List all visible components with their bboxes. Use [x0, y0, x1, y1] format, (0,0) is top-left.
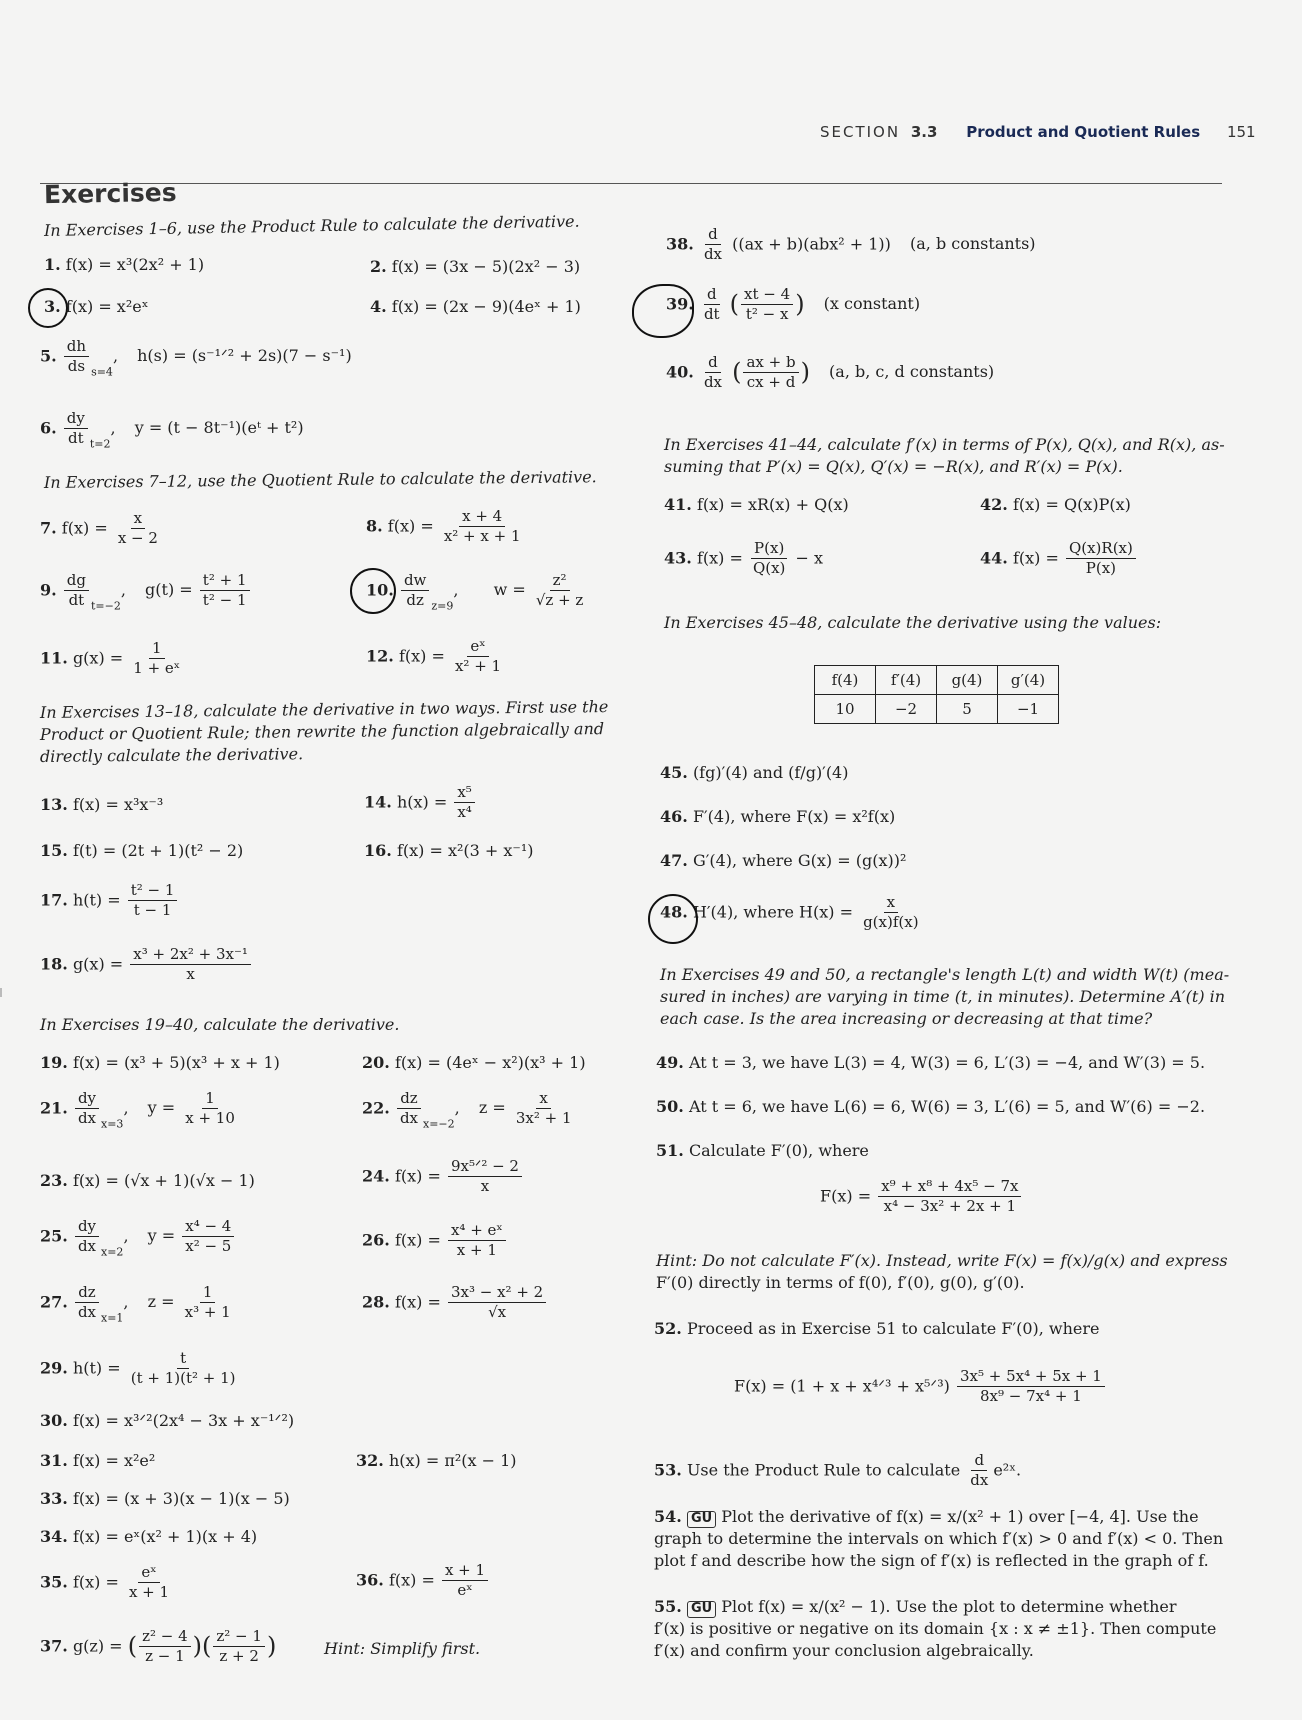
exercise-34: 34. f(x) = eˣ(x² + 1)(x + 4) — [40, 1527, 258, 1546]
table-header-cell: f(4) — [815, 666, 876, 695]
exercise-21: 21. $\frac{dy}{dx}$ $_{x=3}$, y = $\frac{1}{x + 10}$ — [40, 1089, 235, 1131]
pen-circle-39 — [632, 284, 694, 338]
instruction-41-44-a: In Exercises 41–44, calculate f′(x) in terms of P(x), Q(x), and R(x), as- — [664, 435, 1225, 454]
running-header — [820, 124, 1256, 141]
exercise-36: 36. f(x) = $\frac{x + 1}{\text{eˣ}}$ — [356, 1562, 490, 1600]
exercise-31: 31. f(x) = x²e² — [40, 1451, 156, 1470]
exercise-52-formula: F(x) = (1 + x + x⁴ᐟ³ + x⁵ᐟ³) $\frac{\text{3x⁵ + 5x⁴ + 5x + 1}}{\text{8x⁹ − 7x⁴ + 1}}$ — [734, 1368, 1107, 1406]
exercise-30: 30. f(x) = x³ᐟ²(2x⁴ − 3x + x⁻¹ᐟ²) — [40, 1411, 295, 1430]
exercise-16: 16. f(x) = x²(3 + x⁻¹) — [364, 841, 534, 860]
exercise-14: 14. h(x) = $\frac{\text{x⁵}}{\text{x⁴}}$ — [364, 784, 477, 822]
exercise-9: 9. $\frac{dg}{dt}$ $_{t=-2}$, g(t) = $\frac{\text{t² + 1}}{\text{t² − 1}}$ — [40, 572, 252, 613]
exercise-52: 52. Proceed as in Exercise 51 to calculate F′(0), where — [654, 1319, 1100, 1338]
table-value-cell: −2 — [876, 695, 937, 724]
instruction-13-18-c: directly calculate the derivative. — [39, 744, 304, 766]
exercise-17: 17. h(t) = $\frac{\text{t² − 1}}{t - 1}$ — [40, 882, 179, 920]
exercise-37-hint: Hint: Simplify first. — [324, 1639, 481, 1658]
instruction-41-44-b: suming that P′(x) = Q(x), Q′(x) = −R(x), and R′(x) = P(x). — [664, 457, 1123, 476]
exercise-44: 44. f(x) = $\frac{Q(x)R(x)}{P(x)}$ — [980, 540, 1138, 578]
instruction-13-18-a: In Exercises 13–18, calculate the derivative in two ways. First use the — [39, 697, 609, 722]
exercise-19: 19. f(x) = (x³ + 5)(x³ + x + 1) — [40, 1053, 280, 1072]
exercise-49: 49. At t = 3, we have L(3) = 4, W(3) = 6, L′(3) = −4, and W′(3) = 5. — [656, 1053, 1206, 1072]
exercise-37: 37. g(z) = ( $\frac{\text{z² − 4}}{z - 1}$ )( $\frac{\text{z² − 1}}{z + 2}$ ) — [40, 1627, 277, 1666]
exercise-4: 4. f(x) = (2x − 9)(4eˣ + 1) — [370, 297, 581, 316]
exercise-46: 46. F′(4), where F(x) = x²f(x) — [660, 807, 896, 826]
exercise-42: 42. f(x) = Q(x)P(x) — [980, 495, 1131, 514]
values-table-header-row — [815, 666, 1059, 695]
exercise-48: 48. H′(4), where H(x) = $\frac{x}{g(x)f(x)}$ — [660, 893, 919, 932]
chapter-title: Product and Quotient Rules — [966, 123, 1201, 141]
values-table-value-row — [815, 695, 1059, 724]
exercise-33: 33. f(x) = (x + 3)(x − 1)(x − 5) — [40, 1489, 290, 1508]
exercise-55-line-3: f′(x) and confirm your conclusion algebraically. — [654, 1641, 1034, 1660]
exercise-43: 43. f(x) = $\frac{P(x)}{Q(x)}$ − x — [664, 539, 824, 578]
exercise-55-line-1: 55. GU Plot f(x) = x/(x² − 1). Use the plot to determine whether — [654, 1597, 1177, 1616]
exercise-51-hint-1: Hint: Do not calculate F′(x). Instead, write F(x) = f(x)/g(x) and express — [656, 1251, 1228, 1270]
pen-circle-10 — [350, 568, 396, 614]
instruction-13-18-b: Product or Quotient Rule; then rewrite the function algebraically and — [39, 719, 605, 744]
table-value-cell: 10 — [815, 695, 876, 724]
margin-mark — [0, 988, 2, 997]
exercise-23: 23. f(x) = (√x + 1)(√x − 1) — [40, 1171, 255, 1190]
exercise-47: 47. G′(4), where G(x) = (g(x))² — [660, 851, 907, 870]
exercise-25: 25. $\frac{dy}{dx}$ $_{x=2}$, y = $\frac{\text{x⁴ − 4}}{\text{x² − 5}}$ — [40, 1218, 236, 1259]
exercise-8: 8. f(x) = $\frac{x + 4}{\text{x² + x + 1}}$ — [366, 507, 521, 546]
exercise-51: 51. Calculate F′(0), where — [656, 1141, 869, 1160]
exercise-40: 40. $\frac{d}{dx}$ ( $\frac{ax + b}{cx + d}$ ) (a, b, c, d constants) — [666, 353, 995, 392]
header-rule — [40, 183, 1222, 184]
exercise-22: 22. $\frac{dz}{dx}$ $_{x=-2}$, z = $\frac{x}{\text{3x² + 1}}$ — [362, 1089, 572, 1131]
exercise-24: 24. f(x) = $\frac{\text{9x⁵ᐟ² − 2}}{x}$ — [362, 1158, 524, 1196]
instruction-49-50-a: In Exercises 49 and 50, a rectangle's length L(t) and width W(t) (mea- — [660, 965, 1230, 984]
exercise-53: 53. Use the Product Rule to calculate $\frac{d}{dx}$ e²ˣ. — [654, 1451, 1022, 1490]
exercise-45: 45. (fg)′(4) and (f/g)′(4) — [660, 763, 849, 782]
page-number: 151 — [1226, 123, 1256, 141]
pen-circle-3 — [28, 288, 68, 328]
table-value-cell: 5 — [937, 695, 998, 724]
gu-badge: GU — [687, 1601, 716, 1618]
exercise-20: 20. f(x) = (4eˣ − x²)(x³ + 1) — [362, 1053, 586, 1072]
exercise-51-formula: F(x) = $\frac{\text{x⁹ + x⁸ + 4x⁵ − 7x}}{\text{x⁴ − 3x² + 2x + 1}}$ — [820, 1178, 1023, 1216]
gu-badge: GU — [687, 1511, 716, 1528]
exercise-26: 26. f(x) = $\frac{\text{x⁴ + eˣ}}{x + 1}$ — [362, 1222, 508, 1260]
exercise-38: 38. $\frac{d}{dx}$ ((ax + b)(abx² + 1)) (a, b constants) — [666, 225, 1036, 264]
exercise-6: 6. $\frac{dy}{dt}$ $_{t=2}$, y = (t − 8t⁻¹)(eᵗ + t²) — [40, 409, 304, 451]
instruction-1-6: In Exercises 1–6, use the Product Rule to calculate the derivative. — [43, 211, 580, 240]
exercise-28: 28. f(x) = $\frac{\text{3x³ − x² + 2}}{√x}$ — [362, 1284, 548, 1322]
exercise-39: 39. $\frac{d}{dt}$ ( $\frac{xt - 4}{\text{t² − x}}$ ) (x constant) — [666, 285, 921, 324]
table-value-cell: −1 — [998, 695, 1059, 724]
exercise-1: 1. f(x) = x³(2x² + 1) — [44, 255, 205, 274]
values-table — [814, 665, 1059, 724]
exercise-50: 50. At t = 6, we have L(6) = 6, W(6) = 3, L′(6) = 5, and W′(6) = −2. — [656, 1097, 1206, 1116]
exercise-54-line-3: plot f and describe how the sign of f′(x) is reflected in the graph of f. — [654, 1551, 1209, 1570]
exercise-27: 27. $\frac{dz}{dx}$ $_{x=1}$, z = $\frac{1}{\text{x³ + 1}}$ — [40, 1283, 231, 1325]
exercise-11: 11. g(x) = $\frac{1}{\text{1 + eˣ}}$ — [40, 639, 181, 678]
exercise-54-line-2: graph to determine the intervals on which f′(x) > 0 and f′(x) < 0. Then — [654, 1529, 1224, 1548]
exercise-29: 29. h(t) = $\frac{t}{\text{(t + 1)(t² + 1)}}$ — [40, 1349, 236, 1388]
exercises-title: Exercises — [43, 177, 177, 210]
exercise-10: 10. $\frac{dw}{dz}$ $_{z=9}$, w = $\frac{\text{z²}}{√z + z}$ — [366, 571, 584, 613]
exercise-13: 13. f(x) = x³x⁻³ — [40, 795, 164, 814]
exercise-41: 41. f(x) = xR(x) + Q(x) — [664, 495, 849, 514]
exercise-51-hint-2: F′(0) directly in terms of f(0), f′(0), g(0), g′(0). — [656, 1273, 1025, 1292]
section-number: 3.3 — [910, 123, 938, 141]
pen-circle-48 — [648, 894, 698, 944]
section-label: SECTION — [820, 123, 901, 141]
table-header-cell: g′(4) — [998, 666, 1059, 695]
instruction-45-48: In Exercises 45–48, calculate the derivative using the values: — [664, 613, 1162, 632]
exercise-55-line-2: f′(x) is positive or negative on its domain {x : x ≠ ±1}. Then compute — [654, 1619, 1217, 1638]
exercise-7: 7. f(x) = $\frac{x}{x - 2}$ — [40, 509, 158, 548]
exercise-32: 32. h(x) = π²(x − 1) — [356, 1451, 517, 1470]
exercise-5: 5. $\frac{dh}{ds}$ $_{s=4}$, h(s) = (s⁻¹ᐟ² + 2s)(7 − s⁻¹) — [40, 337, 352, 379]
instruction-49-50-b: sured in inches) are varying in time (t, in minutes). Determine A′(t) in — [660, 987, 1226, 1006]
exercise-15: 15. f(t) = (2t + 1)(t² − 2) — [40, 841, 244, 860]
exercise-2: 2. f(x) = (3x − 5)(2x² − 3) — [370, 257, 581, 276]
exercise-3: 3. f(x) = x²eˣ — [44, 297, 149, 316]
exercise-18: 18. g(x) = $\frac{\text{x³ + 2x² + 3x⁻¹}}{x}$ — [40, 946, 253, 984]
table-header-cell: f′(4) — [876, 666, 937, 695]
instruction-7-12: In Exercises 7–12, use the Quotient Rule to calculate the derivative. — [43, 467, 597, 492]
instruction-49-50-c: each case. Is the area increasing or decreasing at that time? — [660, 1009, 1153, 1028]
exercise-12: 12. f(x) = $\frac{\text{eˣ}}{\text{x² + 1}}$ — [366, 637, 502, 676]
exercise-35: 35. f(x) = $\frac{\text{eˣ}}{x + 1}$ — [40, 1563, 170, 1602]
table-header-cell: g(4) — [937, 666, 998, 695]
exercise-54-line-1: 54. GU Plot the derivative of f(x) = x/(x² + 1) over [−4, 4]. Use the — [654, 1507, 1199, 1526]
instruction-19-40: In Exercises 19–40, calculate the derivative. — [40, 1015, 400, 1034]
